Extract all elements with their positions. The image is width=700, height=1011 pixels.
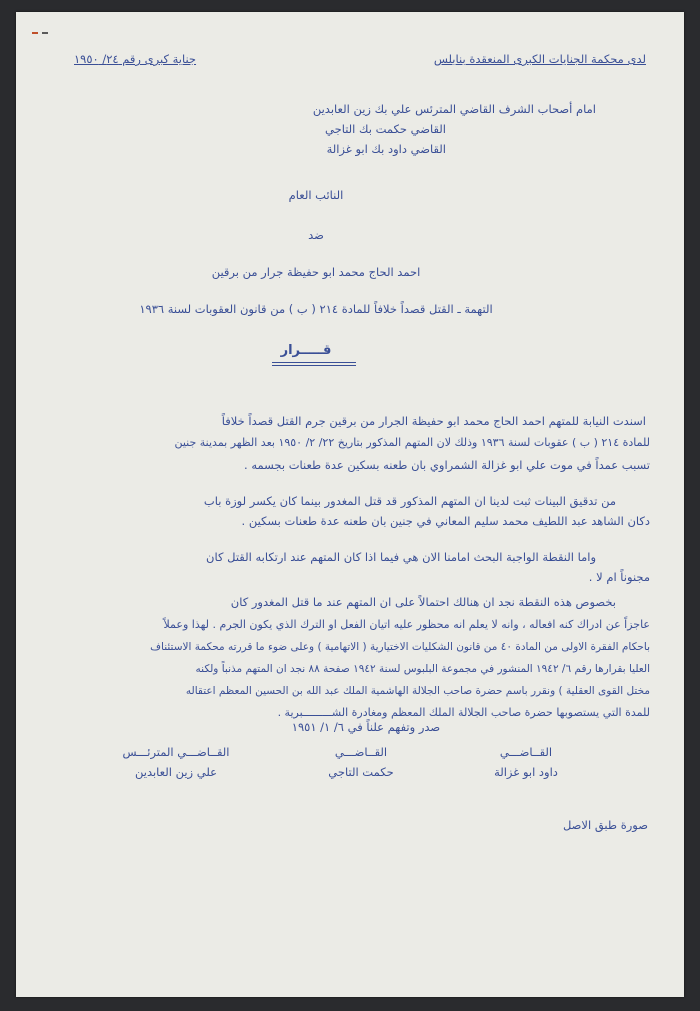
- judge2-title: القــاضـــي: [334, 745, 388, 759]
- judges-line-3: القاضي داود بك ابو غزالة: [326, 142, 446, 156]
- versus: ضد: [308, 228, 324, 242]
- para2-line2: دكان الشاهد عبد اللطيف محمد سليم المعاني في جنين بان طعنه عدة طعنات بسكين .: [241, 514, 650, 528]
- certified-copy-note: صورة طبق الاصل: [562, 818, 648, 832]
- para4-line1: بخصوص هذه النقطة نجد ان هنالك احتمالاً على ان المتهم عند ما قتل المغدور كان: [230, 595, 616, 609]
- para4-line5: مختل القوى العقلية ) ونقرر باسم حضرة صاحب الجلالة الهاشمية الملك عبد الله بن الحسين المعظم اعتقاله: [185, 685, 650, 697]
- title-double-underline: [272, 362, 356, 366]
- judge3-name: داود ابو غزالة: [494, 765, 558, 779]
- document-page: [16, 12, 684, 997]
- para4-line4: العليا بقرارها رقم ٦/ ١٩٤٢ المنشور في مجموعة البلبوس لسنة ١٩٤٢ صفحة ٨٨ نجد ان المتهم مذنباً ولكنه: [195, 663, 650, 675]
- issued-date: صدر وتفهم علناً في ٦/ ١/ ١٩٥١: [291, 720, 441, 734]
- judge2-name: حكمت التاجي: [328, 765, 394, 779]
- para2-line1: من تدقيق البينات ثبت لدينا ان المتهم المذكور قد قتل المغدور بينما كان يكسر لوزة باب: [203, 494, 616, 508]
- prosecutor: النائب العام: [288, 188, 344, 202]
- para3-line2: مجنوناً ام لا .: [588, 570, 650, 584]
- accused-name: احمد الحاج محمد ابو حفيظة جرار من برقين: [211, 265, 421, 279]
- para4-line3: باحكام الفقرة الاولى من المادة ٤٠ من قانون الشكليات الاختيارية ( الاتهامية ) وعلى ضوء ما قررته محكمة الاستئناف: [150, 641, 650, 653]
- para4-line6: للمدة التي يستصوبها حضرة صاحب الجلالة الملك المعظم ومغادرة الشـــــــــبرية .: [277, 706, 650, 719]
- charge: التهمة ـ القتل قصداً خلافاً للمادة ٢١٤ ( ب ) من قانون العقوبات لسنة ١٩٣٦: [139, 302, 493, 316]
- presiding-judge-title: القــاضـــي المترئـــس: [122, 745, 230, 759]
- para3-line1: واما النقطة الواجبة البحث امامنا الان هي فيما اذا كان المتهم عند ارتكابه القتل كان: [206, 550, 596, 564]
- para1-line3: تسبب عمداً في موت علي ابو غزالة الشمراوي بان طعنه بسكين عدة طعنات بجسمه .: [244, 458, 650, 472]
- judge3-title: القــاضـــي: [499, 745, 553, 759]
- case-number: جناية كبرى رقم ٢٤/ ١٩٥٠: [74, 52, 197, 66]
- para1-line1: اسندت النيابة للمتهم احمد الحاج محمد ابو حفيظة الجرار من برقين جرم القتل قصداً خلافاً: [221, 414, 646, 428]
- tape-mark: [32, 32, 38, 34]
- para1-line2: للمادة ٢١٤ ( ب ) عقوبات لسنة ١٩٣٦ وذلك لان المتهم المذكور بتاريخ ٢٢/ ٢/ ١٩٥٠ بعد الظهر بمدينة جنين: [174, 436, 650, 449]
- judges-line-2: القاضي حكمت بك التاجي: [325, 122, 446, 136]
- tape-mark-2: [42, 32, 48, 34]
- decision-title: قـــــرار: [280, 343, 332, 358]
- court-header: لدى محكمة الجنايات الكبرى المنعقدة بنابلس: [433, 52, 646, 66]
- para4-line2: عاجزاً عن ادراك كنه افعاله ، وانه لا يعلم انه محظور عليه اتيان الفعل او الترك الذي يكون الجرم . لهذا وعملاً: [163, 618, 650, 631]
- judges-line-1: امام أصحاب الشرف القاضي المترئس علي بك زين العابدين: [312, 102, 596, 116]
- presiding-judge-name: علي زين العابدين: [134, 765, 218, 779]
